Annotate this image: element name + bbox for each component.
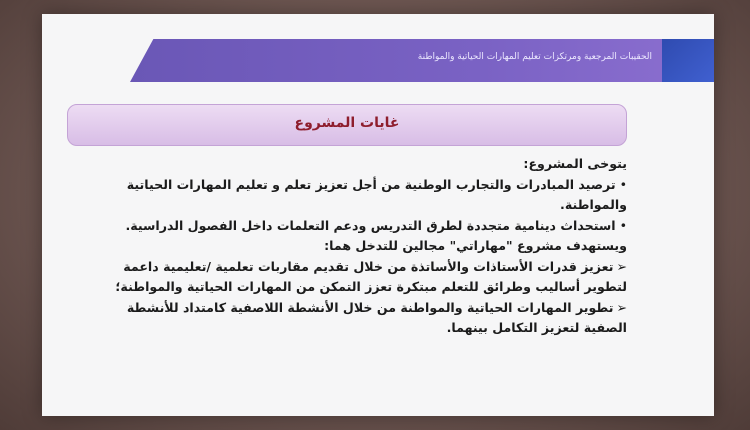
projector-screen <box>42 14 714 416</box>
arrow-marker-icon: ➢ <box>616 299 627 315</box>
slide-header-text: الحقيبات المرجعية ومرتكزات تعليم المهارات الحياتية والمواطنة <box>417 52 652 62</box>
target-1-line-1: تعزيز قدرات الأستاذات والأساتذة من خلال تقديم مقاربات تعلمية /تعليمية داعمة <box>123 258 614 274</box>
bullet-dot-icon: • <box>619 217 627 233</box>
arrow-marker-icon: ➢ <box>616 258 627 274</box>
targets-intro: ويستهدف مشروع "مهاراتي" مجالين للتدخل هما: <box>324 238 627 253</box>
slide-title-bar <box>67 104 627 146</box>
list-item <box>72 257 627 278</box>
bullet-2-line-1: استحداث دينامية متجددة لطرق التدريس ودعم التعلمات داخل الفصول الدراسية. <box>125 217 616 233</box>
target-1-line-2: لتطوير أساليب وطرائق للتعلم مبتكرة تعزز التمكن من المهارات الحياتية والمواطنة؛ <box>115 279 627 294</box>
list-item <box>72 216 627 237</box>
list-item <box>72 298 627 319</box>
target-2-line-1: تطوير المهارات الحياتية والمواطنة من خلال الأنشطة اللاصفية كامتداد للأنشطة <box>126 299 614 315</box>
target-2-line-2: الصفية لتعزيز التكامل بينهما. <box>446 320 627 335</box>
bullet-dot-icon: • <box>619 176 627 192</box>
slide-header-accent <box>662 39 714 82</box>
list-item <box>72 175 627 196</box>
bullet-1-line-1: ترصيد المبادرات والتجارب الوطنية من أجل تعزيز تعلم و تعليم المهارات الحياتية <box>126 176 616 192</box>
intro-text: يتوخى المشروع: <box>523 156 627 171</box>
slide-body <box>72 154 627 404</box>
bullet-1-line-2: والمواطنة. <box>560 197 627 212</box>
slide-title: غايات المشروع <box>294 115 400 131</box>
